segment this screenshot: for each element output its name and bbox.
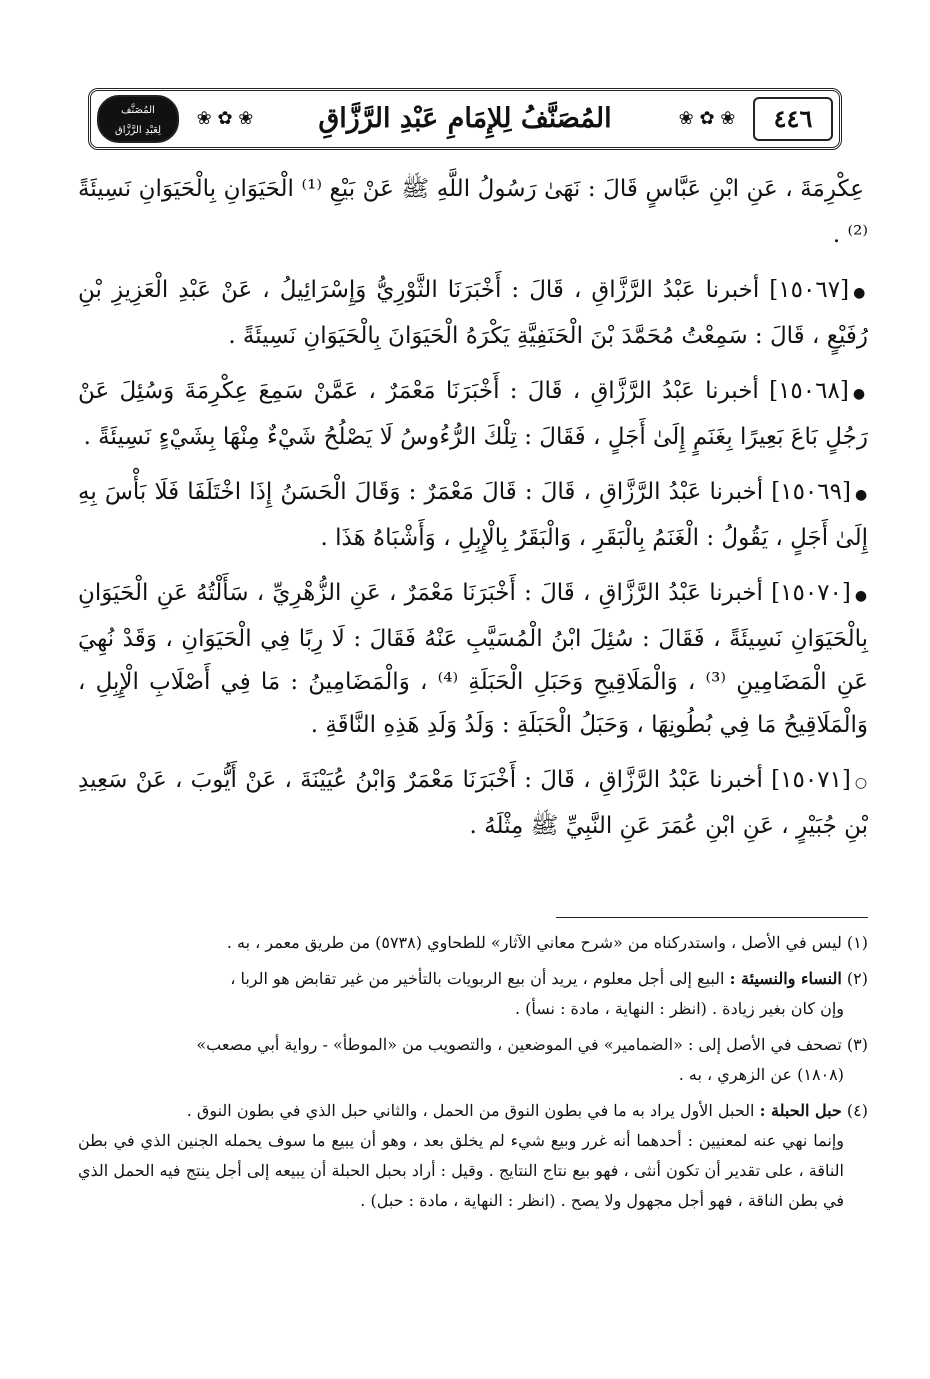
footnote-continuation: وإنما نهي عنه لمعنيين : أحدهما أنه غرر وبيع شيء لم يخلق بعد ، وهو أن يبيع ما سوف يحمله الجنين الذي في بطن الناقة ، على تقدير أن تكون أنثى ، فهو بيع نتاج النتايج . وقيل : أراد بحبل الحبلة أن يبيعه إلى أجل ينتج فيه الحمل الذي في بطن الناقة ، فهو أجل مجهول ولا يصح . (انظر : النهاية ، مادة : حبل) . [78,1131,845,1210]
paragraph-marker: ● [853,285,868,301]
paragraph-text: [١٥٠٧١] أخبرنا عَبْدُ الرَّزَّاقِ ، قَالَ : أَخْبَرَنَا مَعْمَرٌ وَابْنُ عُيَيْنَةَ ، عَنْ أَيُّوبَ ، عَنْ سَعِيدِ بْنِ جُبَيْرٍ ، عَنِ ابْنِ عُمَرَ عَنِ النَّبِيِّ ﷺ مِثْلَهُ . [78,767,868,839]
header-ornament-right: ❀ ✿ ❀ [678,108,736,129]
paragraph-marker: ○ [854,775,868,791]
hadith-paragraph [78,471,868,560]
book-seal-logo [97,95,179,143]
book-title: المُصَنَّفُ لِلإِمَامِ عَبْدِ الرَّزَّاقِ [318,103,612,134]
footnote-text: ليس في الأصل ، واستدركناه من «شرح معاني الآثار» للطحاوي (٥٧٣٨) من طريق معمر ، به . [226,933,842,952]
footnote-number: (٤) [846,1101,868,1120]
paragraph-marker: ● [852,386,869,402]
hadith-paragraph [78,269,868,358]
seal-line-2: لِعَبْدِ الرَّزَّاق [114,125,162,136]
footnote-continuation: وإن كان بغير زيادة . (انظر : النهاية ، مادة : نسأ) . [514,999,844,1018]
hadith-paragraph [78,572,868,747]
seal-line-1: المُصَنَّف [121,105,155,116]
footnote [78,1096,868,1216]
footnote-text: الحبل الأول يراد به ما في بطون النوق من الحمل ، والثاني حبل الذي في بطون النوق . [186,1101,755,1120]
header-ornament-left: ❀ ✿ ❀ [196,108,254,129]
footnote-number: (١) [846,933,868,952]
footnote-separator [556,917,868,918]
hadith-paragraph [78,370,868,459]
paragraph-text: [١٥٠٧٠] أخبرنا عَبْدُ الرَّزَّاقِ ، قَالَ : أَخْبَرَنَا مَعْمَرٌ ، عَنِ الزُّهْرِيِّ ، سَأَلْتُهُ عَنِ الْحَيَوَانِ بِالْحَيَوَانِ نَسِيئَةً ، فَقَالَ : سُئِلَ ابْنُ الْمُسَيَّبِ عَنْهُ فَقَالَ : لَا رِبًا فِي الْحَيَوَانِ ، وَقَدْ نُهِيَ عَنِ الْمَضَامِينِ ⁽³⁾ ، وَالْمَلَاقِيحِ وَحَبَلِ الْحَبَلَةِ ⁽⁴⁾ ، وَالْمَضَامِينُ : مَا فِي أَصْلَابِ الْإِبِلِ ، وَالْمَلَاقِيحُ مَا فِي بُطُونِهَا ، وَحَبَلُ الْحَبَلَةِ : وَلَدُ وَلَدِ هَذِهِ النَّاقَةِ . [78,580,869,738]
footnote-term: حبل الحبلة : [759,1101,842,1120]
footnotes [78,928,868,1222]
paragraph-text: [١٥٠٦٨] أخبرنا عَبْدُ الرَّزَّاقِ ، قَالَ : أَخْبَرَنَا مَعْمَرٌ ، عَمَّنْ سَمِعَ عِكْرِمَةَ وَسُئِلَ عَنْ رَجُلٍ بَاعَ بَعِيرًا بِغَنَمٍ إِلَىٰ أَجَلٍ ، فَقَالَ : تِلْكَ الرُّءُوسُ لَا يَصْلُحُ شَيْءٌ مِنْهَا بِشَيْءٍ نَسِيئَةً . [78,378,868,450]
footnote [78,928,868,958]
footnote [78,964,868,1024]
footnote-term: النساء والنسيئة : [729,969,842,988]
paragraph-marker: ● [854,588,868,604]
page-number: ٤٤٦ [753,97,833,141]
paragraph-text: عِكْرِمَةَ ، عَنِ ابْنِ عَبَّاسٍ قَالَ : نَهَىٰ رَسُولُ اللَّهِ ﷺ عَنْ بَيْعِ ⁽¹⁾ الْحَيَوَانِ بِالْحَيَوَانِ نَسِيئَةً ⁽²⁾ . [78,176,868,248]
footnote-number: (٢) [846,969,868,988]
footnote-number: (٣) [846,1035,868,1054]
footnote-continuation: (١٨٠٨) عن الزهري ، به . [678,1065,844,1084]
paragraph-text: [١٥٠٦٩] أخبرنا عَبْدُ الرَّزَّاقِ ، قَالَ : قَالَ مَعْمَرٌ : وَقَالَ الْحَسَنُ إِذَا اخْتَلَفَا فَلَا بَأْسَ بِهِ إِلَىٰ أَجَلٍ ، يَقُولُ : الْغَنَمُ بِالْبَقَرِ ، وَالْبَقَرُ بِالْإِبِلِ ، وَأَشْبَاهُ هَذَا . [78,479,868,551]
hadith-paragraph [78,168,868,257]
hadith-paragraph [78,759,868,848]
footnote-text: البيع إلى أجل معلوم ، يريد أن بيع الربويات بالتأخير من غير تقابض هو الربا ، [230,969,725,988]
paragraph-marker: ● [854,487,869,503]
page-header [88,88,842,150]
footnote-text: تصحف في الأصل إلى : «الضمامير» في الموضعين ، والتصويب من «الموطأ» - رواية أبي مصعب» [196,1035,842,1054]
footnote [78,1030,868,1090]
main-text [78,168,868,860]
paragraph-text: [١٥٠٦٧] أخبرنا عَبْدُ الرَّزَّاقِ ، قَالَ : أَخْبَرَنَا الثَّوْرِيُّ وَإِسْرَائِيلُ ، عَنْ عَبْدِ الْعَزِيزِ بْنِ رُفَيْعٍ ، قَالَ : سَمِعْتُ مُحَمَّدَ بْنَ الْحَنَفِيَّةِ يَكْرَهُ الْحَيَوَانَ بِالْحَيَوَانِ نَسِيئَةً . [78,277,868,349]
